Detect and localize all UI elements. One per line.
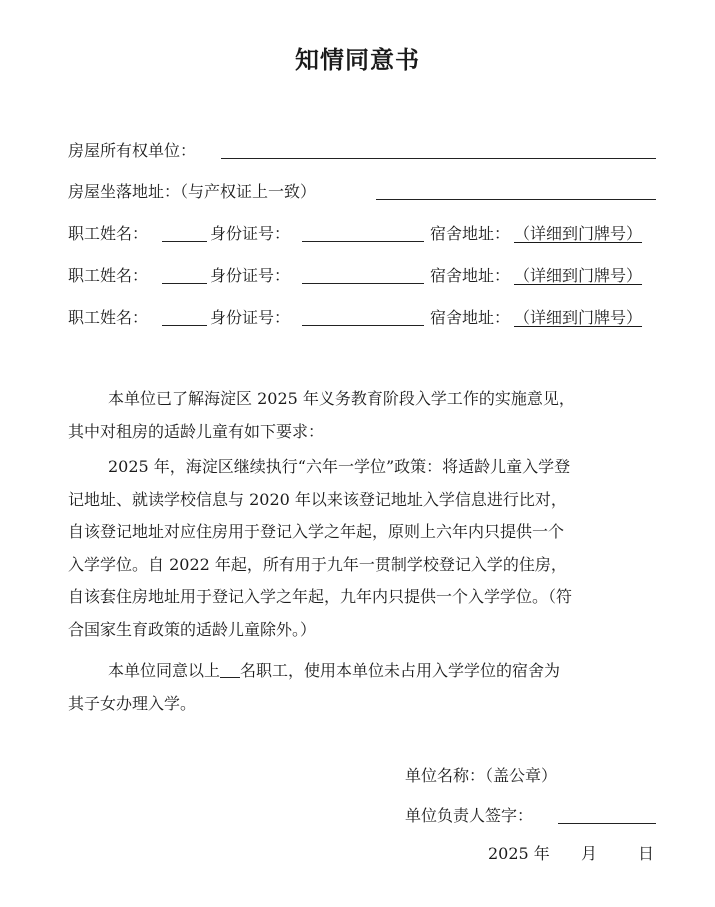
owner-blank[interactable] <box>221 158 656 159</box>
paragraph-line: 其中对租房的适龄儿童有如下要求： <box>68 421 325 441</box>
consent-text-before: 本单位同意以上 <box>108 661 221 680</box>
paragraph-line: 自该套住房地址用于登记入学之年起，九年内只提供一个入学学位。（符 <box>68 587 573 606</box>
employee-dorm-hint[interactable]: （详细到门牌号） <box>514 266 643 285</box>
date-day: 日 <box>638 844 655 863</box>
paragraph-line <box>68 655 658 688</box>
document-title: 知情同意书 <box>295 45 420 74</box>
address-blank[interactable] <box>376 199 656 200</box>
employee-name-label: 职工姓名： <box>68 266 149 285</box>
address-label: 房屋坐落地址：（与产权证上一致） <box>68 182 317 201</box>
employee-id-blank[interactable] <box>302 283 424 284</box>
paragraph-line: 合国家生育政策的适龄儿童除外。） <box>68 619 317 639</box>
paragraph-consent <box>68 655 658 720</box>
paragraph-policy <box>68 451 658 646</box>
employee-count-blank[interactable] <box>220 662 240 678</box>
employee-name-blank[interactable] <box>162 325 207 326</box>
employee-dorm-hint[interactable]: （详细到门牌号） <box>514 224 643 243</box>
employee-id-blank[interactable] <box>302 241 424 242</box>
employee-row <box>68 306 658 330</box>
paragraph-line: 其子女办理入学。 <box>68 693 197 713</box>
consent-text-after: 名职工，使用本单位未占用入学学位的宿舍为 <box>240 661 561 680</box>
employee-dorm-hint[interactable]: （详细到门牌号） <box>514 308 643 327</box>
employee-row <box>68 264 658 288</box>
owner-row <box>68 139 658 163</box>
leader-signature-row <box>405 804 665 828</box>
date-year: 2025 年 <box>488 844 550 863</box>
paragraph-line: 2025 年，海淀区继续执行“六年一学位”政策：将适龄儿童入学登 <box>108 457 571 476</box>
paragraph-line: 自该登记地址对应住房用于登记入学之年起，原则上六年内只提供一个 <box>68 522 565 541</box>
employee-id-label: 身份证号： <box>210 266 291 285</box>
employee-id-label: 身份证号： <box>210 308 291 327</box>
employee-name-label: 职工姓名： <box>68 224 149 243</box>
employee-name-blank[interactable] <box>162 283 207 284</box>
leader-signature-label: 单位负责人签字： <box>405 806 534 825</box>
leader-signature-blank[interactable] <box>558 823 656 824</box>
address-row <box>68 180 658 204</box>
paragraph-line: 记地址、就读学校信息与 2020 年以来该登记地址入学信息进行比对， <box>68 489 567 509</box>
paragraph-line: 本单位已了解海淀区 2025 年义务教育阶段入学工作的实施意见， <box>108 389 575 408</box>
employee-name-label: 职工姓名： <box>68 308 149 327</box>
employee-name-blank[interactable] <box>162 241 207 242</box>
date-row <box>488 842 663 866</box>
paragraph-intro <box>68 383 658 448</box>
employee-dorm-label: 宿舍地址： <box>430 308 511 327</box>
employee-id-blank[interactable] <box>302 325 424 326</box>
paragraph-line: 入学学位。自 2022 年起，所有用于九年一贯制学校登记入学的住房， <box>68 554 567 574</box>
employee-dorm-label: 宿舍地址： <box>430 224 511 243</box>
employee-id-label: 身份证号： <box>210 224 291 243</box>
employee-row <box>68 222 658 246</box>
owner-label: 房屋所有权单位： <box>68 141 197 160</box>
unit-name-label: 单位名称：（盖公章） <box>405 766 558 785</box>
date-month: 月 <box>581 844 598 863</box>
employee-dorm-label: 宿舍地址： <box>430 266 511 285</box>
unit-name-row <box>405 764 665 788</box>
